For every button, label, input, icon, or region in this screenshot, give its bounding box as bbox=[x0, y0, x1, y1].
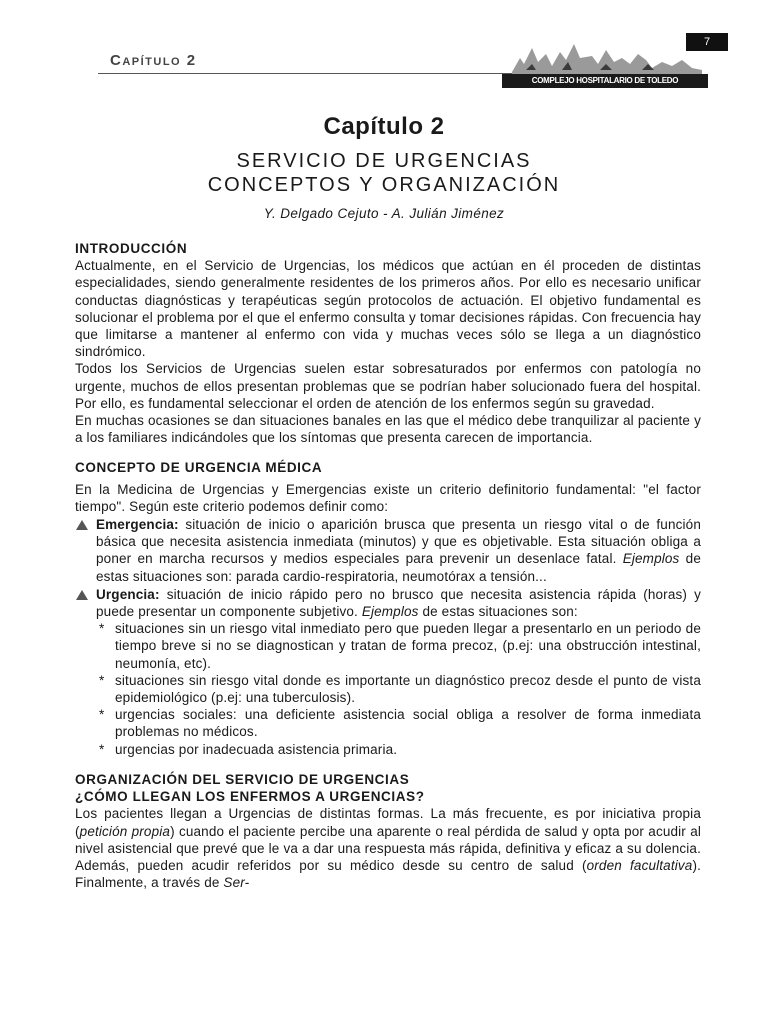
term-emergencia: Emergencia: bbox=[96, 517, 179, 533]
org-text-3: ). Finalmente, a través de bbox=[75, 857, 701, 891]
list-item-text: urgencias por inadecuada asistencia primaria. bbox=[115, 741, 398, 757]
list-item bbox=[75, 620, 701, 672]
list-item bbox=[75, 706, 701, 740]
org-emphasis-peticion: petición propia bbox=[79, 823, 171, 839]
list-item bbox=[75, 672, 701, 706]
bullet-emergencia bbox=[75, 516, 701, 585]
list-item bbox=[75, 741, 701, 758]
term-urgencia: Urgencia: bbox=[96, 586, 160, 602]
subsection-heading-como-llegan: ¿CÓMO LLEGAN LOS ENFERMOS A URGENCIAS? bbox=[75, 789, 425, 805]
body-text bbox=[75, 240, 701, 891]
intro-paragraph-3: En muchas ocasiones se dan situaciones banales en las que el médico debe tranquilizar al paciente y a los familiares indicándoles que los síntomas que presenta carecen de importancia. bbox=[75, 413, 701, 446]
concepto-paragraph: En la Medicina de Urgencias y Emergencias existe un criterio definitorio fundamental: "el factor tiempo". Según este criterio podemos definir como: bbox=[75, 481, 701, 514]
section-heading-concepto: CONCEPTO DE URGENCIA MÉDICA bbox=[75, 460, 323, 476]
list-item-text: urgencias sociales: una deficiente asistencia social obliga a resolver de forma inmediata problemas no médicos. bbox=[115, 707, 701, 740]
chapter-title: Capítulo 2 bbox=[323, 113, 445, 140]
urgencia-definition: situación de inicio rápido pero no brusco que necesita asistencia rápida (horas) y puede presentar un componente subjetivo. bbox=[96, 586, 701, 620]
urgencia-examples-intro: de estas situaciones son: bbox=[418, 604, 578, 620]
organizacion-paragraph bbox=[75, 805, 701, 891]
chapter-subtitle-line-2: CONCEPTOS Y ORGANIZACIÓN bbox=[207, 174, 561, 196]
emergencia-examples: de estas situaciones son: parada cardio-respiratoria, neumotórax a tensión... bbox=[96, 551, 701, 584]
org-text-1: Los pacientes llegan a Urgencias de distintas formas. La más frecuente, es por iniciativa propia ( bbox=[75, 806, 701, 839]
page-number: 7 bbox=[686, 33, 728, 51]
org-text-2: ) cuando el paciente percibe una aparente o real pérdida de salud y opta por acudir al nivel asistencial que prevé que le va a dar una respuesta más rápida, definitiva y eficaz a su dolencia. Además, pueden acudir referidos por su médico desde su centro de salud ( bbox=[75, 823, 702, 873]
emergencia-definition: situación de inicio o aparición brusca que presenta un riesgo vital o de función básica que necesita asistencia inmediata (minutos) y que es objetivable. Esta situación obliga a poner en marcha recursos y medios especiales para prevenir un desenlace fatal. bbox=[96, 517, 701, 567]
asterisk-bullet: * bbox=[99, 672, 105, 688]
org-emphasis-orden: orden facultativa bbox=[586, 857, 693, 873]
intro-paragraph-1: Actualmente, en el Servicio de Urgencias, los médicos que actúan en él proceden de distintas especialidades, siendo generalmente residentes de los primeros años. Por ello es necesario unificar conductas diagnósticas y terapéuticas según protocolos de actuación. El objetivo fundamental es solucionar el problema por el que el enfermo consulta y tomar decisiones rápidas. Con frecuencia hay que limitarse a mantener al enfermo con vida y muchas veces sólo se llega a un diagnóstico sindrómico. bbox=[75, 258, 701, 360]
urgencia-ejemplos: Ejemplos bbox=[361, 604, 419, 620]
list-item-text: situaciones sin riesgo vital donde es importante un diagnóstico precoz desde el punto de vista epidemiológico (p.ej: una tuberculosis). bbox=[115, 672, 701, 706]
emergencia-ejemplos: Ejemplos bbox=[622, 551, 680, 567]
running-chapter-title: Capítulo 2 bbox=[110, 52, 197, 69]
list-item-text: situaciones sin un riesgo vital inmediato pero que pueden llegar a presentarlo en un periodo de tiempo breve si no se diagnostican y tratan de forma precoz, (p.ej: una obstrucción intestinal, neumonía, etc). bbox=[115, 621, 701, 671]
triangle-bullet-icon bbox=[76, 590, 88, 600]
header-rule bbox=[98, 73, 518, 74]
asterisk-bullet: * bbox=[99, 741, 105, 757]
triangle-bullet-icon bbox=[76, 520, 88, 530]
bullet-urgencia bbox=[75, 586, 701, 620]
logo-caption: COMPLEJO HOSPITALARIO DE TOLEDO bbox=[531, 76, 679, 85]
org-emphasis-ser: Ser- bbox=[223, 875, 250, 891]
asterisk-bullet: * bbox=[99, 707, 105, 723]
section-heading-introduccion: INTRODUCCIÓN bbox=[75, 241, 188, 256]
intro-paragraph-2: Todos los Servicios de Urgencias suelen estar sobresaturados por enfermos con patología no urgente, muchos de ellos presentan problemas que se podrían haber solucionado fuera del hospital. Por ello, es fundamental seleccionar el orden de atención de los enfermos según su gravedad. bbox=[75, 361, 701, 411]
asterisk-bullet: * bbox=[99, 621, 105, 637]
section-heading-organizacion: ORGANIZACIÓN DEL SERVICIO DE URGENCIAS bbox=[75, 771, 410, 787]
authors: Y. Delgado Cejuto - A. Julián Jiménez bbox=[263, 206, 505, 221]
chapter-subtitle-line-1: SERVICIO DE URGENCIAS bbox=[236, 150, 532, 172]
